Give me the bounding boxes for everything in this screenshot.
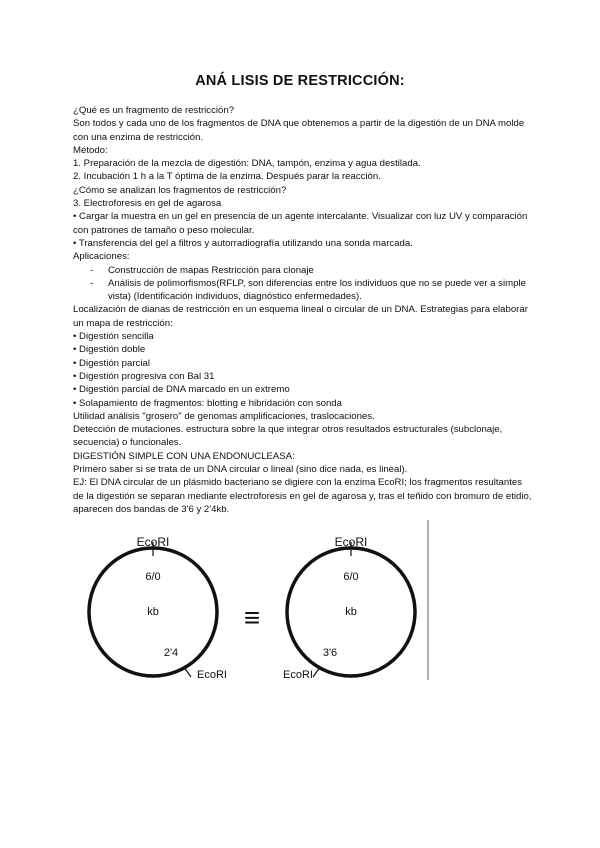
method-step-2: 2. Incubación 1 h a la T óptima de la enzima. Después parar la reacción. — [73, 171, 381, 183]
applications-heading: Aplicaciones: — [73, 251, 130, 263]
center-label: kb — [147, 606, 159, 618]
strategy-item: • Digestión progresiva con Bal 31 — [73, 370, 215, 382]
cut-site-tick — [313, 667, 320, 677]
fragment-label: 3'6 — [322, 647, 338, 659]
fragment-label: 2'4 — [163, 647, 179, 659]
utility-line: Utilidad análisis "grosero" de genomas amplificaciones, traslocaciones. — [73, 410, 375, 422]
bullet-load-gel: • Cargar la muestra en un gel en presencia de un agente intercalante. Visualizar con luz UV y comparación con patrones de tamaño o peso molecular. — [73, 211, 528, 236]
localization-paragraph: Localización de dianas de restricción en un esquema lineal o circular de un DNA. Estrategias para elaborar un mapa de restricción: — [73, 304, 528, 329]
center-label: kb — [345, 606, 357, 618]
strategy-item: • Digestión sencilla — [73, 331, 154, 343]
application-text: Análisis de polimorfismos(RFLP, son diferencias entre los individuos que no se puede ver a simple vista) (Identificación individuos, diagnóstico enfermedades). — [108, 277, 526, 303]
bullet-transfer: • Transferencia del gel a filtros y autorradiografía utilizando una sonda marcada. — [73, 237, 413, 249]
definition-paragraph: Son todos y cada uno de los fragmentos de DNA que obtenemos a partir de la digestión de un DNA molde con una enzima de restricción. — [73, 118, 525, 143]
example-paragraph: EJ: El DNA circular de un plásmido bacteriano se digiere con la enzima EcoRI; los fragmentos resultantes de la digestión se separan mediante electroforesis en gel de agarosa y, tras el teñido con bromuro de etidio, aparecen dos bandas de 3'6 y 2'4kb. — [73, 477, 532, 515]
method-heading: Método: — [73, 144, 108, 156]
site-label: EcoRI — [136, 535, 170, 549]
site-label: EcoRI — [334, 535, 368, 549]
mutation-paragraph: Detección de mutaciones. estructura sobre la que integrar otros resultados estructurales (subclonaje, secuencia) o funcionales. — [73, 424, 503, 449]
dash-marker: - — [90, 264, 94, 276]
circular-or-linear-line: Primero saber si se trata de un DNA circular o lineal (sino dice nada, es lineal). — [73, 464, 408, 476]
site-label: EcoRI — [283, 669, 313, 681]
position-label: 6/0 — [145, 571, 161, 583]
question-fragment: ¿Qué es un fragmento de restricción? — [73, 105, 235, 116]
equivalence-symbol: ≡ — [243, 602, 261, 633]
position-label: 6/0 — [343, 571, 359, 583]
site-label: EcoRI — [197, 669, 227, 681]
simple-digestion-heading: DIGESTIÓN SIMPLE CON UNA ENDONUCLEASA: — [73, 450, 295, 462]
cut-site-tick — [184, 667, 191, 677]
strategy-item: • Digestión doble — [73, 344, 146, 356]
application-text: Construcción de mapas Restricción para clonaje — [108, 264, 314, 276]
method-step-1: 1. Preparación de la mezcla de digestión: DNA, tampón, enzima y agua destilada. — [73, 158, 421, 170]
strategy-item: • Digestión parcial de DNA marcado en un extremo — [73, 384, 290, 396]
method-step-3: 3. Electroforesis en gel de agarosa — [73, 198, 222, 210]
document-title: ANÁ LISIS DE RESTRICCIÓN: — [195, 73, 405, 89]
question-analysis: ¿Cómo se analizan los fragmentos de restricción? — [73, 184, 287, 196]
dash-marker: - — [90, 277, 94, 289]
strategy-item: • Digestión parcial — [73, 357, 150, 369]
strategy-item: • Solapamiento de fragmentos: blotting e hibridación con sonda — [73, 397, 342, 409]
